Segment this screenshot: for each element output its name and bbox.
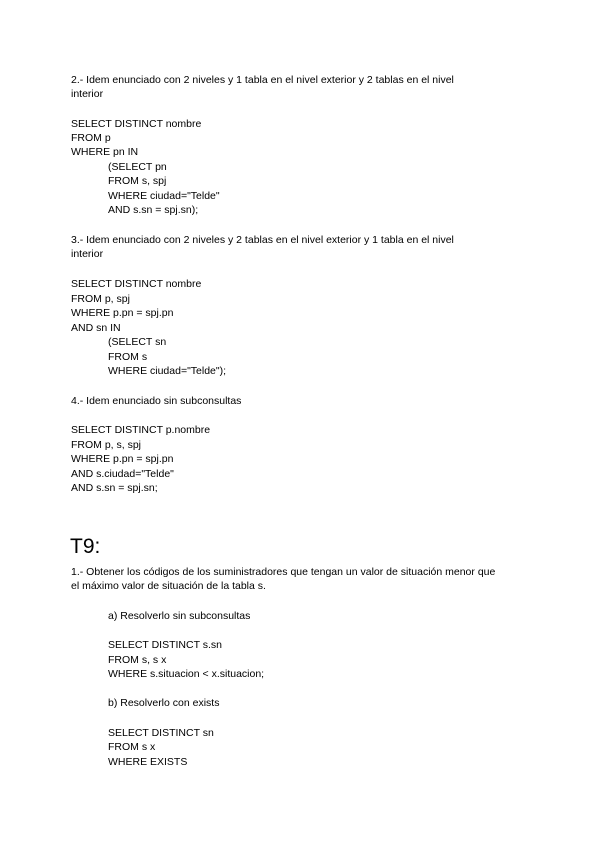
section-2-statement-line-2: interior <box>71 88 104 100</box>
section-3-query-line: AND sn IN <box>71 322 121 334</box>
t9-part-a-query-line: FROM s, s x <box>108 654 167 666</box>
section-2-query-line: WHERE ciudad="Telde" <box>108 190 220 202</box>
section-4-query-line: FROM p, s, spj <box>71 439 142 451</box>
t9-part-b-query-line: FROM s x <box>108 741 156 753</box>
t9-part-a-label: a) Resolverlo sin subconsultas <box>108 610 251 622</box>
section-3-statement-line-1: 3.- Idem enunciado con 2 niveles y 2 tablas en el nivel exterior y 1 tabla en el nivel <box>71 234 454 246</box>
section-4-query-line: AND s.ciudad="Telde" <box>71 468 174 480</box>
section-3-query-line: (SELECT sn <box>108 336 167 348</box>
section-4-statement-line-1: 4.- Idem enunciado sin subconsultas <box>71 395 242 407</box>
t9-part-a-query-line: SELECT DISTINCT s.sn <box>108 639 222 651</box>
t9-exercise-1-statement-line-1: 1.- Obtener los códigos de los suministradores que tengan un valor de situación menor que <box>71 566 496 578</box>
section-2-query-line: FROM s, spj <box>108 175 167 187</box>
section-2-query-line: SELECT DISTINCT nombre <box>71 118 202 130</box>
section-2-query-line: AND s.sn = spj.sn); <box>108 204 199 216</box>
section-3-query-line: SELECT DISTINCT nombre <box>71 278 202 290</box>
t9-exercise-1-statement-line-2: el máximo valor de situación de la tabla s. <box>71 580 266 592</box>
section-2-query-line: WHERE pn IN <box>71 146 139 158</box>
section-3-query-line: WHERE ciudad="Telde"); <box>108 365 227 377</box>
section-3-statement-line-2: interior <box>71 248 104 260</box>
section-2-query-line: FROM p <box>71 132 111 144</box>
section-2-query-line: (SELECT pn <box>108 161 167 173</box>
section-3-query-line: WHERE p.pn = spj.pn <box>71 307 174 319</box>
t9-part-a-query-line: WHERE s.situacion < x.situacion; <box>108 668 265 680</box>
t9-part-b-query-line: SELECT DISTINCT sn <box>108 727 214 739</box>
section-4-query-line: WHERE p.pn = spj.pn <box>71 453 174 465</box>
section-3-query-line: FROM s <box>108 351 148 363</box>
t9-part-b-label: b) Resolverlo con exists <box>108 697 220 709</box>
section-2-statement-line-1: 2.- Idem enunciado con 2 niveles y 1 tabla en el nivel exterior y 2 tablas en el nivel <box>71 74 454 86</box>
t9-part-b-query-line: WHERE EXISTS <box>108 756 188 768</box>
section-4-query-line: SELECT DISTINCT p.nombre <box>71 424 211 436</box>
section-3-query-line: FROM p, spj <box>71 293 130 305</box>
section-heading-t9: T9: <box>70 535 101 558</box>
section-4-query-line: AND s.sn = spj.sn; <box>71 482 158 494</box>
